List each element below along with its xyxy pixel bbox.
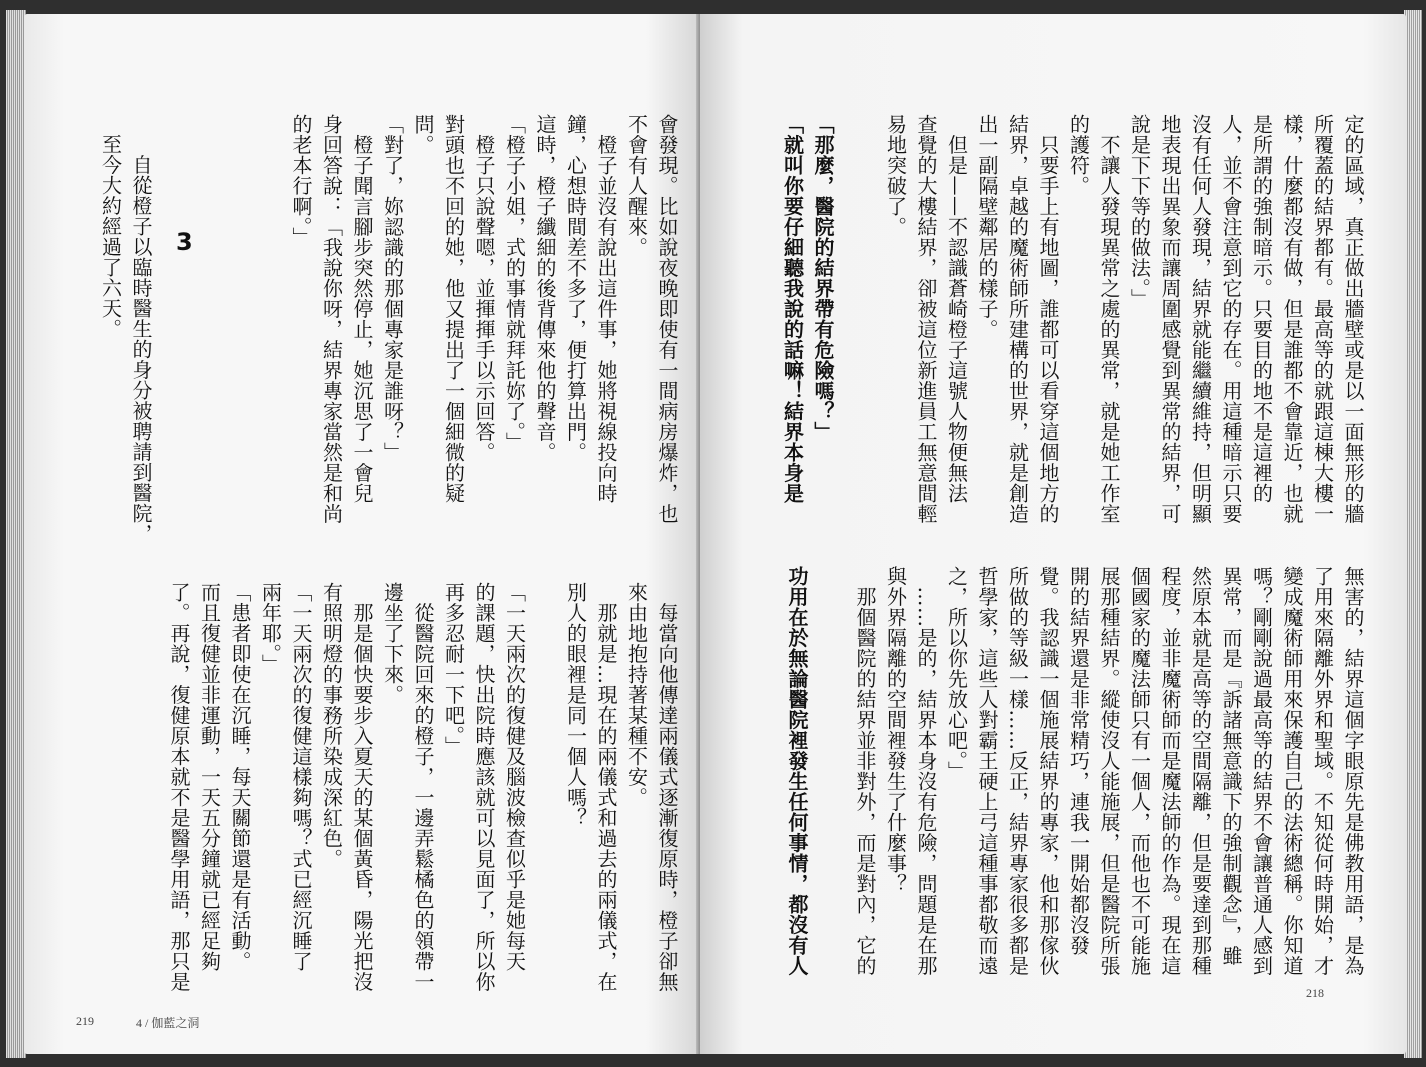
section-number: 3 — [176, 228, 193, 256]
right-bottom-bold-line: 功用在於無論醫院裡發生任何事情，都沒有人 — [785, 566, 809, 976]
right-page-edges — [1404, 10, 1422, 1058]
left-section-text-block: 自從橙子以臨時醫生的身分被聘請到醫院， 至今大約經過了六天。 — [98, 134, 153, 544]
left-bottom-text-block: 每當向他傳達兩儀式逐漸復原時，橙子卻無 來由地抱持著某種不安。 那就是…現在的兩儀式和過去的兩儀式，在 別人的眼裡是同一個人嗎？ 「一天兩次的復健及腦波檢查似乎是她每天 的課題，快出院時應該就可以見面了，所以你 再多忍耐一下吧。」 從醫院回來的橙子，一邊弄鬆橘色的領帶一 邊坐了下來。 那是個快要步入夏天的某個黃昏，陽光把沒 有照明燈的事務所染成深紅色。 「一天兩次的復健這樣夠嗎？式已經沉睡了 兩年耶。」 「患者即使在沉睡，每天關節還是有活動。 而且復健並非運動，一天五分鐘就已經足夠 了。再說，復健原本就不是醫學用語，那只是 — [167, 582, 679, 992]
left-page-edges — [6, 10, 26, 1058]
right-page-number: 218 — [1306, 986, 1324, 1000]
left-page-number: 219 — [76, 1014, 94, 1028]
right-top-bold-dialogue: 「那麼，醫院的結界帶有危險嗎？」 「就叫你要仔細聽我說的話嘛！結界本身是 — [780, 114, 835, 504]
left-top-text-block: 會發現。比如說夜晚即使有一間病房爆炸，也 不會有人醒來。 橙子並沒有說出這件事，她將視線投向時 鐘，心想時間差不多了，便打算出門。 這時，橙子纖細的後背傳來他的聲音。 「橙子小姐，式的事情就拜託妳了。」 橙子只說聲嗯，並揮揮手以示回答。 對頭也不回的她，他又提出了一個細微的疑 問。 「對了，妳認識的那個專家是誰呀？」 橙子聞言腳步突然停止，她沉思了一會兒 身回答說：「我說你呀，結界專家當然是和尚 的老本行啊。」 — [289, 114, 679, 524]
right-bottom-text-block: 無害的，結界這個字眼原先是佛教用語，是為 了用來隔離外界和聖域。不知從何時開始，才 變成魔術師用來保護自己的法術總稱。你知道 嗎？剛剛說過最高等的結界不會讓普通人感到 異常，而是『訴諸無意識下的強制觀念』，雖 然原本就是高等的空間隔離，但是要達到那種 程度，並非魔術師而是魔法師的作為。現在這 個國家的魔法師只有一個人，而他也不可能施 展那種結界。縱使沒人能施展，但是醫院所張 開的結界還是非常精巧，連我一開始都沒發 覺。我認識一個施展結界的專家，他和那傢伙 所做的等級一樣……反正，結界專家很多都是 哲學家，這些人對霸王硬上弓這種事都敬而遠 之，所以你先放心吧。」 ……是的，結界本身沒有危險，問題是在那 與外界隔離的空間裡發生了什麼事？ 那個醫院的結界並非對外，而是對內，它的 — [853, 566, 1365, 976]
left-page — [24, 14, 700, 1054]
right-top-text-block: 定的區域，真正做出牆壁或是以一面無形的牆 所覆蓋的結界都有。最高等的就跟這棟大樓一 樣，什麼都沒有做，但是誰都不會靠近，也就 是所謂的強制暗示。只要目的地不是這裡的 人，並不會注意到它的存在。用這種暗示只要 沒有任何人發現，結界就能繼續維持，但明顯 地表現出異象而讓周圍感覺到異常的結界，可 說是下下等的做法。」 不讓人發現異常之處的異常，就是她工作室 的護符。 只要手上有地圖，誰都可以看穿這個地方的 結界，卓越的魔術師所建構的世界，就是創造 出一副隔壁鄰居的樣子。 但是——不認識蒼崎橙子這號人物便無法 查覺的大樓結界，卻被這位新進員工無意間輕 易地突破了。 — [883, 114, 1365, 524]
right-page — [700, 14, 1406, 1054]
left-running-head: 4 / 伽藍之洞 — [136, 1016, 200, 1030]
